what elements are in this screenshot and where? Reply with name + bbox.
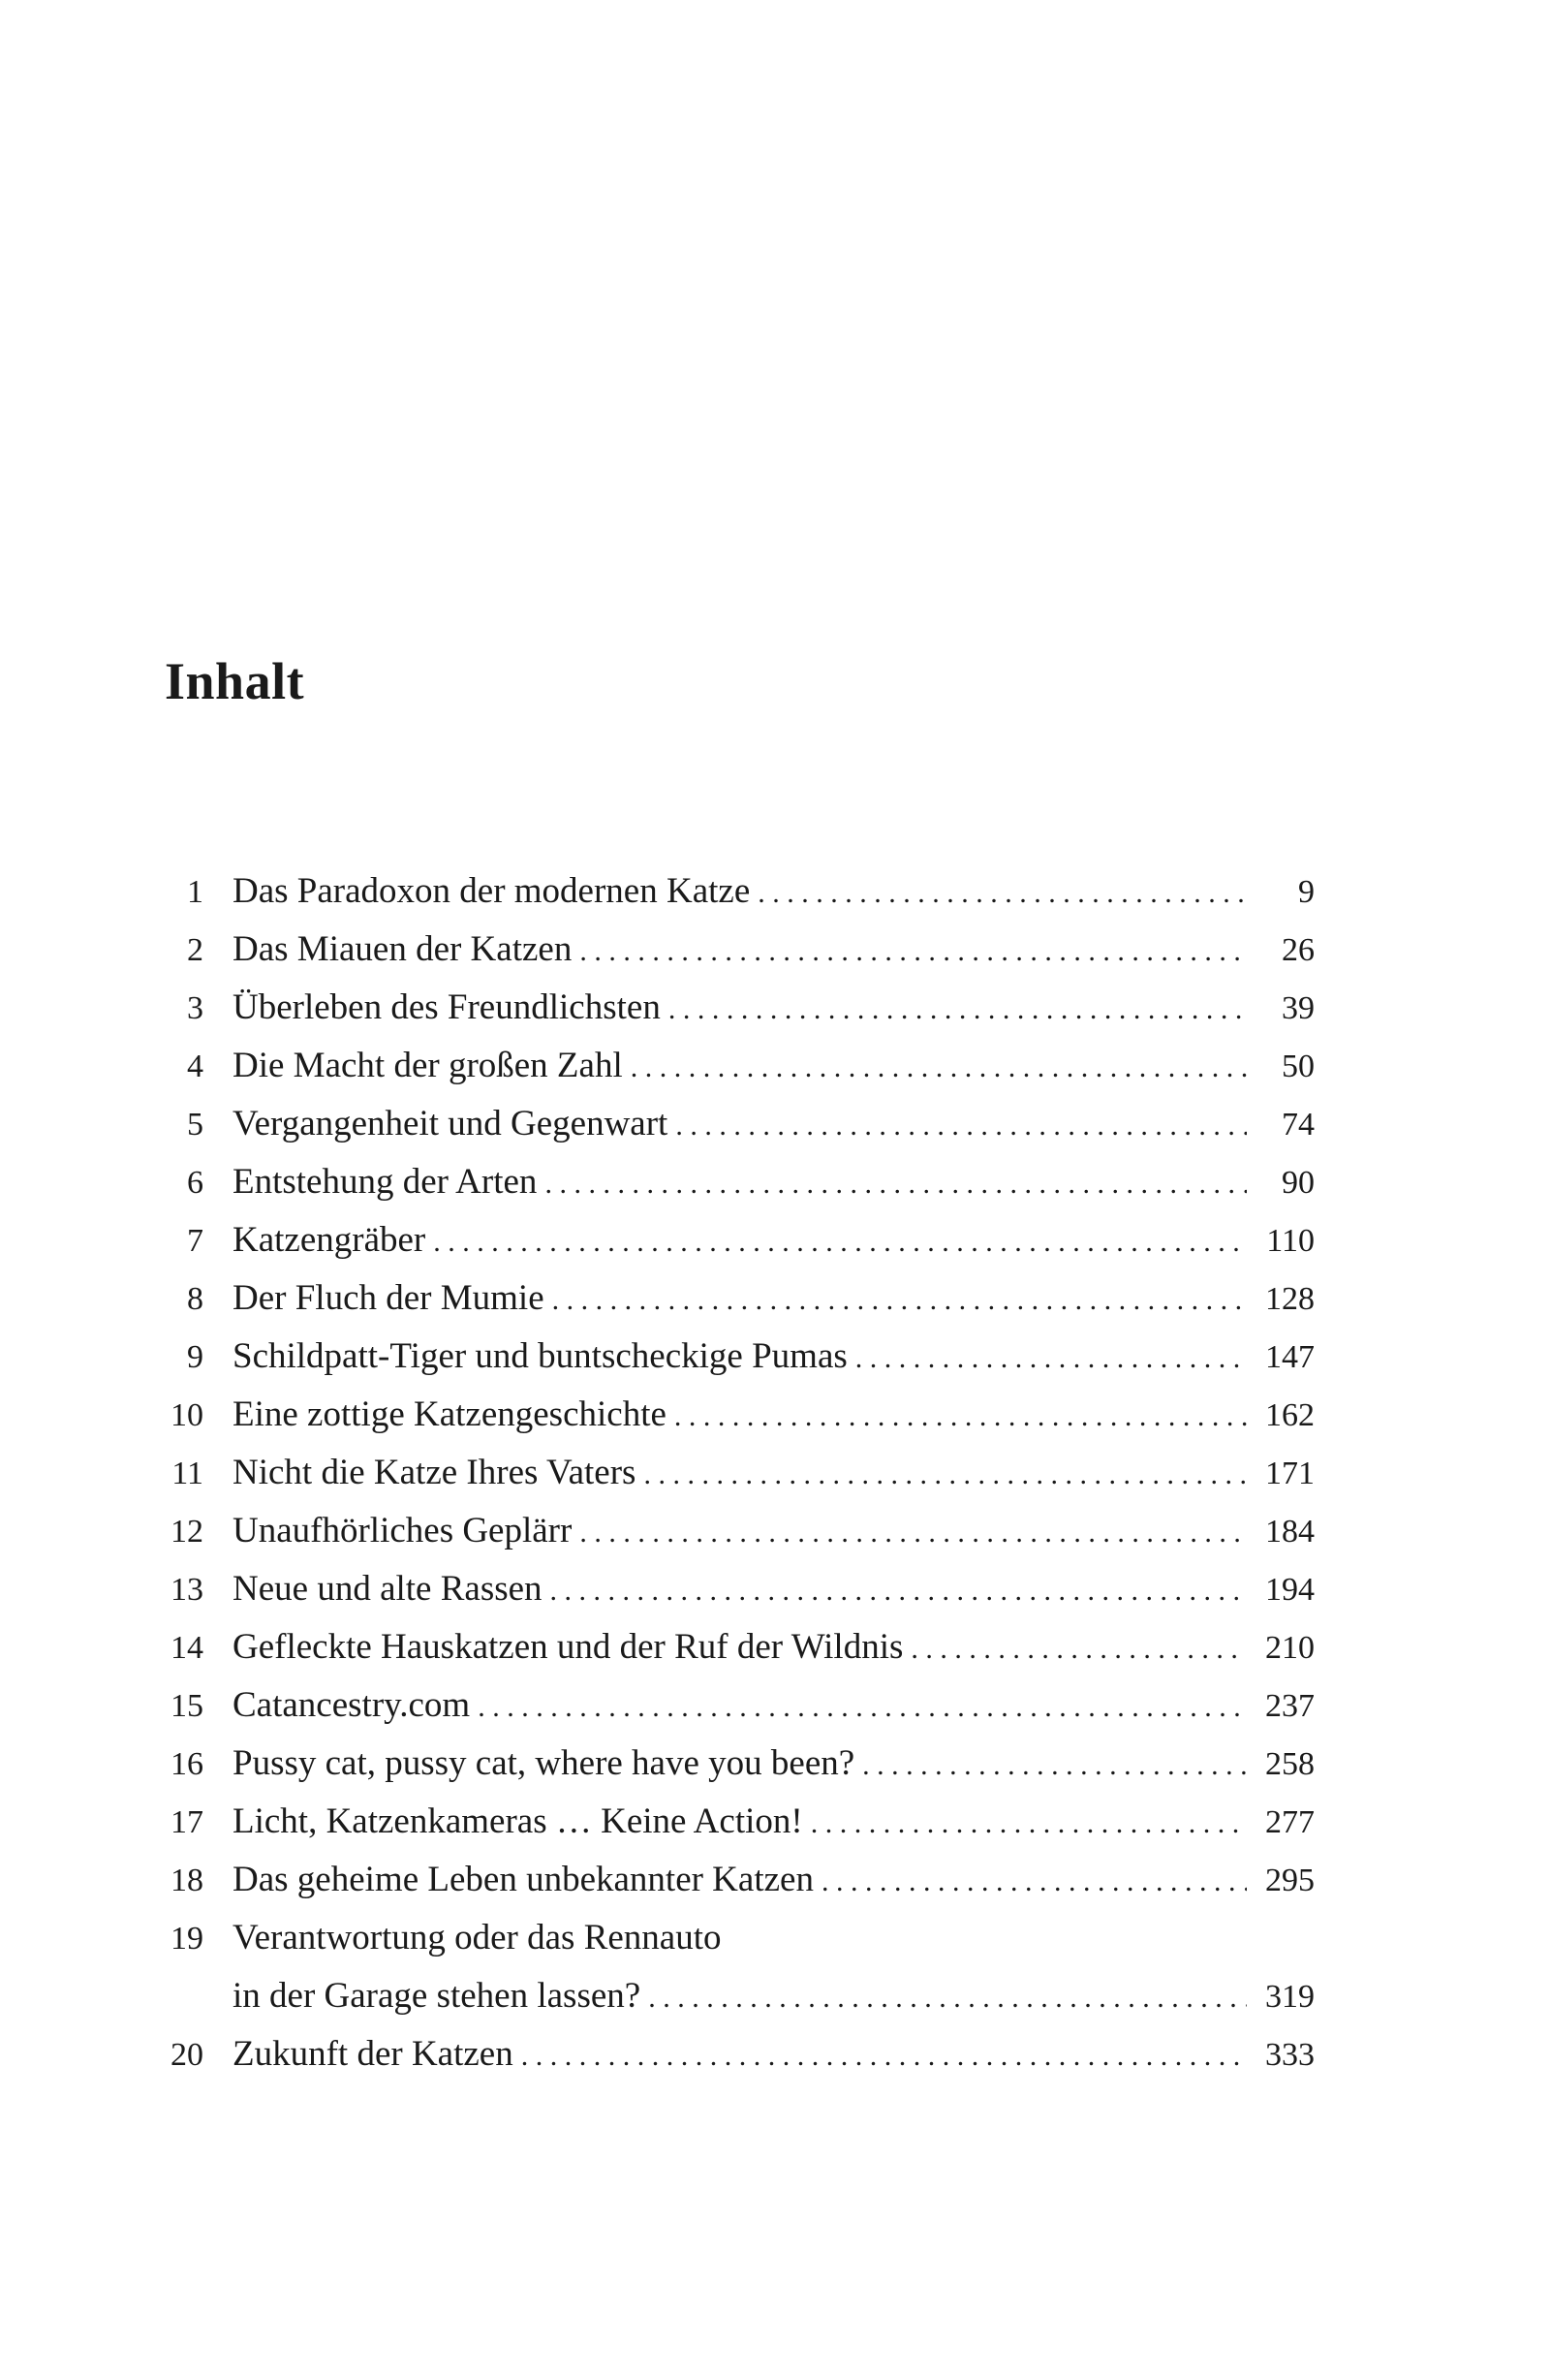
page-number: 171 — [1265, 1456, 1315, 1491]
chapter-title-line — [232, 1153, 1315, 1211]
page-number: 319 — [1265, 1979, 1315, 2015]
chapter-title: Der Fluch der Mumie — [232, 1278, 544, 1318]
dot-leader — [550, 1562, 1247, 1620]
chapter-title: Nicht die Katze Ihres Vaters — [232, 1453, 636, 1492]
chapter-number: 13 — [170, 1572, 203, 1608]
chapter-title: Unaufhörliches Geplärr — [232, 1511, 573, 1550]
page-title: Inhalt — [165, 652, 305, 711]
chapter-number: 10 — [170, 1397, 203, 1433]
page-number: 258 — [1265, 1746, 1315, 1782]
chapter-title: Entstehung der Arten — [232, 1162, 538, 1202]
page-number: 9 — [1298, 874, 1315, 910]
toc-entry[interactable] — [155, 1676, 1318, 1735]
dot-leader — [478, 1678, 1247, 1737]
chapter-entry-body — [232, 1037, 1315, 1095]
toc-entry[interactable] — [155, 1851, 1318, 1909]
chapter-title: Zukunft der Katzen — [232, 2034, 513, 2074]
chapter-entry-body — [232, 1386, 1315, 1444]
chapter-entry-body — [232, 1618, 1315, 1676]
dot-leader — [758, 864, 1247, 923]
chapter-title: Überleben des Freundlichsten — [232, 987, 661, 1027]
chapter-title: Pussy cat, pussy cat, where have you been? — [232, 1743, 855, 1783]
chapter-entry-body — [232, 1502, 1315, 1560]
chapter-title-line — [232, 1386, 1315, 1444]
toc-entry[interactable] — [155, 1735, 1318, 1793]
chapter-number: 2 — [187, 932, 203, 968]
dot-leader — [668, 981, 1247, 1039]
chapter-entry-body — [232, 1793, 1315, 1851]
chapter-number: 8 — [187, 1281, 203, 1317]
chapter-number: 3 — [187, 990, 203, 1026]
chapter-title-line — [232, 1211, 1315, 1269]
chapter-number: 11 — [171, 1456, 203, 1491]
chapter-entry-body — [232, 1909, 1315, 2025]
chapter-title-line — [232, 921, 1315, 979]
page-number: 162 — [1265, 1397, 1315, 1433]
chapter-title-line — [232, 1328, 1315, 1386]
toc-entry[interactable] — [155, 979, 1318, 1037]
toc-entry[interactable] — [155, 921, 1318, 979]
page-number: 210 — [1265, 1630, 1315, 1666]
chapter-entry-body — [232, 1851, 1315, 1909]
dot-leader — [822, 1853, 1247, 1911]
dot-leader — [648, 1969, 1247, 2027]
page-number: 194 — [1265, 1572, 1315, 1608]
chapter-number: 7 — [187, 1223, 203, 1259]
toc-entry[interactable] — [155, 1560, 1318, 1618]
chapter-entry-body — [232, 2025, 1315, 2083]
toc-entry[interactable] — [155, 1618, 1318, 1676]
chapter-title: Licht, Katzenkameras … Keine Action! — [232, 1801, 803, 1841]
dot-leader — [579, 1504, 1247, 1562]
chapter-entry-body — [232, 979, 1315, 1037]
toc-entry[interactable] — [155, 1909, 1318, 2025]
chapter-number: 4 — [187, 1049, 203, 1084]
chapter-entry-body — [232, 921, 1315, 979]
chapter-title-line — [232, 1502, 1315, 1560]
page-number: 50 — [1282, 1049, 1315, 1084]
dot-leader — [552, 1271, 1247, 1330]
chapter-title: Gefleckte Hauskatzen und der Ruf der Wildnis — [232, 1627, 904, 1667]
toc-entry[interactable] — [155, 1037, 1318, 1095]
dot-leader — [643, 1446, 1247, 1504]
chapter-title-line — [232, 1095, 1315, 1153]
dot-leader — [544, 1155, 1247, 1213]
chapter-title: Die Macht der großen Zahl — [232, 1046, 623, 1085]
dot-leader — [433, 1213, 1247, 1271]
chapter-title-line — [232, 1618, 1315, 1676]
page-number: 147 — [1265, 1339, 1315, 1375]
page-number: 39 — [1282, 990, 1315, 1026]
chapter-number: 1 — [187, 874, 203, 910]
page-number: 237 — [1265, 1688, 1315, 1724]
toc-entry[interactable] — [155, 1095, 1318, 1153]
chapter-title-line — [232, 1037, 1315, 1095]
dot-leader — [911, 1620, 1247, 1678]
chapter-title-line — [232, 1560, 1315, 1618]
chapter-title-line — [232, 862, 1315, 921]
chapter-number: 6 — [187, 1165, 203, 1201]
toc-entry[interactable] — [155, 1386, 1318, 1444]
chapter-title: Catancestry.com — [232, 1685, 471, 1725]
dot-leader — [521, 2027, 1247, 2085]
chapter-number: 15 — [170, 1688, 203, 1724]
toc-entry[interactable] — [155, 1502, 1318, 1560]
chapter-title-line — [232, 1909, 1315, 1967]
toc-entry[interactable] — [155, 1328, 1318, 1386]
chapter-entry-body — [232, 1735, 1315, 1793]
page-number: 295 — [1265, 1863, 1315, 1898]
chapter-entry-body — [232, 1153, 1315, 1211]
chapter-title-line — [232, 1676, 1315, 1735]
dot-leader — [862, 1737, 1247, 1795]
chapter-title: Das geheime Leben unbekannter Katzen — [232, 1860, 814, 1899]
page-number: 277 — [1265, 1804, 1315, 1840]
page-number: 90 — [1282, 1165, 1315, 1201]
page-number: 333 — [1265, 2037, 1315, 2073]
chapter-title-line — [232, 979, 1315, 1037]
chapter-number: 16 — [170, 1746, 203, 1782]
chapter-title-line — [232, 1967, 1315, 2025]
page-number: 26 — [1282, 932, 1315, 968]
toc-entry[interactable] — [155, 1793, 1318, 1851]
chapter-number: 9 — [187, 1339, 203, 1375]
chapter-title-line — [232, 1793, 1315, 1851]
chapter-title-line — [232, 1851, 1315, 1909]
table-of-contents — [155, 862, 1318, 2083]
toc-entry[interactable] — [155, 1153, 1318, 1211]
chapter-entry-body — [232, 1095, 1315, 1153]
chapter-title: Verantwortung oder das Rennauto — [232, 1918, 722, 1957]
chapter-title: Eine zottige Katzengeschichte — [232, 1394, 666, 1434]
chapter-title-continuation: in der Garage stehen lassen? — [232, 1976, 641, 2016]
chapter-number: 5 — [187, 1107, 203, 1143]
chapter-title-line — [232, 1735, 1315, 1793]
page-number: 74 — [1282, 1107, 1315, 1143]
dot-leader — [855, 1330, 1247, 1388]
chapter-title: Vergangenheit und Gegenwart — [232, 1104, 668, 1143]
page-number: 184 — [1265, 1514, 1315, 1550]
chapter-title-line — [232, 1444, 1315, 1502]
chapter-title: Schildpatt-Tiger und buntscheckige Pumas — [232, 1336, 848, 1376]
toc-entry[interactable] — [155, 1269, 1318, 1328]
dot-leader — [631, 1039, 1247, 1097]
dot-leader — [675, 1097, 1247, 1155]
chapter-number: 18 — [170, 1863, 203, 1898]
toc-entry[interactable] — [155, 1444, 1318, 1502]
page-number: 128 — [1265, 1281, 1315, 1317]
chapter-number: 14 — [170, 1630, 203, 1666]
chapter-number: 17 — [170, 1804, 203, 1840]
page-number: 110 — [1266, 1223, 1315, 1259]
chapter-entry-body — [232, 862, 1315, 921]
chapter-title: Neue und alte Rassen — [232, 1569, 542, 1609]
chapter-entry-body — [232, 1676, 1315, 1735]
chapter-entry-body — [232, 1269, 1315, 1328]
chapter-entry-body — [232, 1328, 1315, 1386]
chapter-title: Das Miauen der Katzen — [232, 929, 573, 969]
chapter-title-line — [232, 2025, 1315, 2083]
chapter-title: Das Paradoxon der modernen Katze — [232, 871, 751, 911]
chapter-entry-body — [232, 1444, 1315, 1502]
chapter-title-line — [232, 1269, 1315, 1328]
chapter-number: 12 — [170, 1514, 203, 1550]
chapter-number: 19 — [170, 1921, 203, 1957]
toc-entry[interactable] — [155, 1211, 1318, 1269]
chapter-number: 20 — [170, 2037, 203, 2073]
chapter-title: Katzengräber — [232, 1220, 426, 1260]
dot-leader — [674, 1388, 1247, 1446]
chapter-entry-body — [232, 1560, 1315, 1618]
dot-leader — [811, 1795, 1247, 1853]
toc-entry[interactable] — [155, 2025, 1318, 2083]
chapter-entry-body — [232, 1211, 1315, 1269]
dot-leader — [579, 923, 1247, 981]
toc-entry[interactable] — [155, 862, 1318, 921]
